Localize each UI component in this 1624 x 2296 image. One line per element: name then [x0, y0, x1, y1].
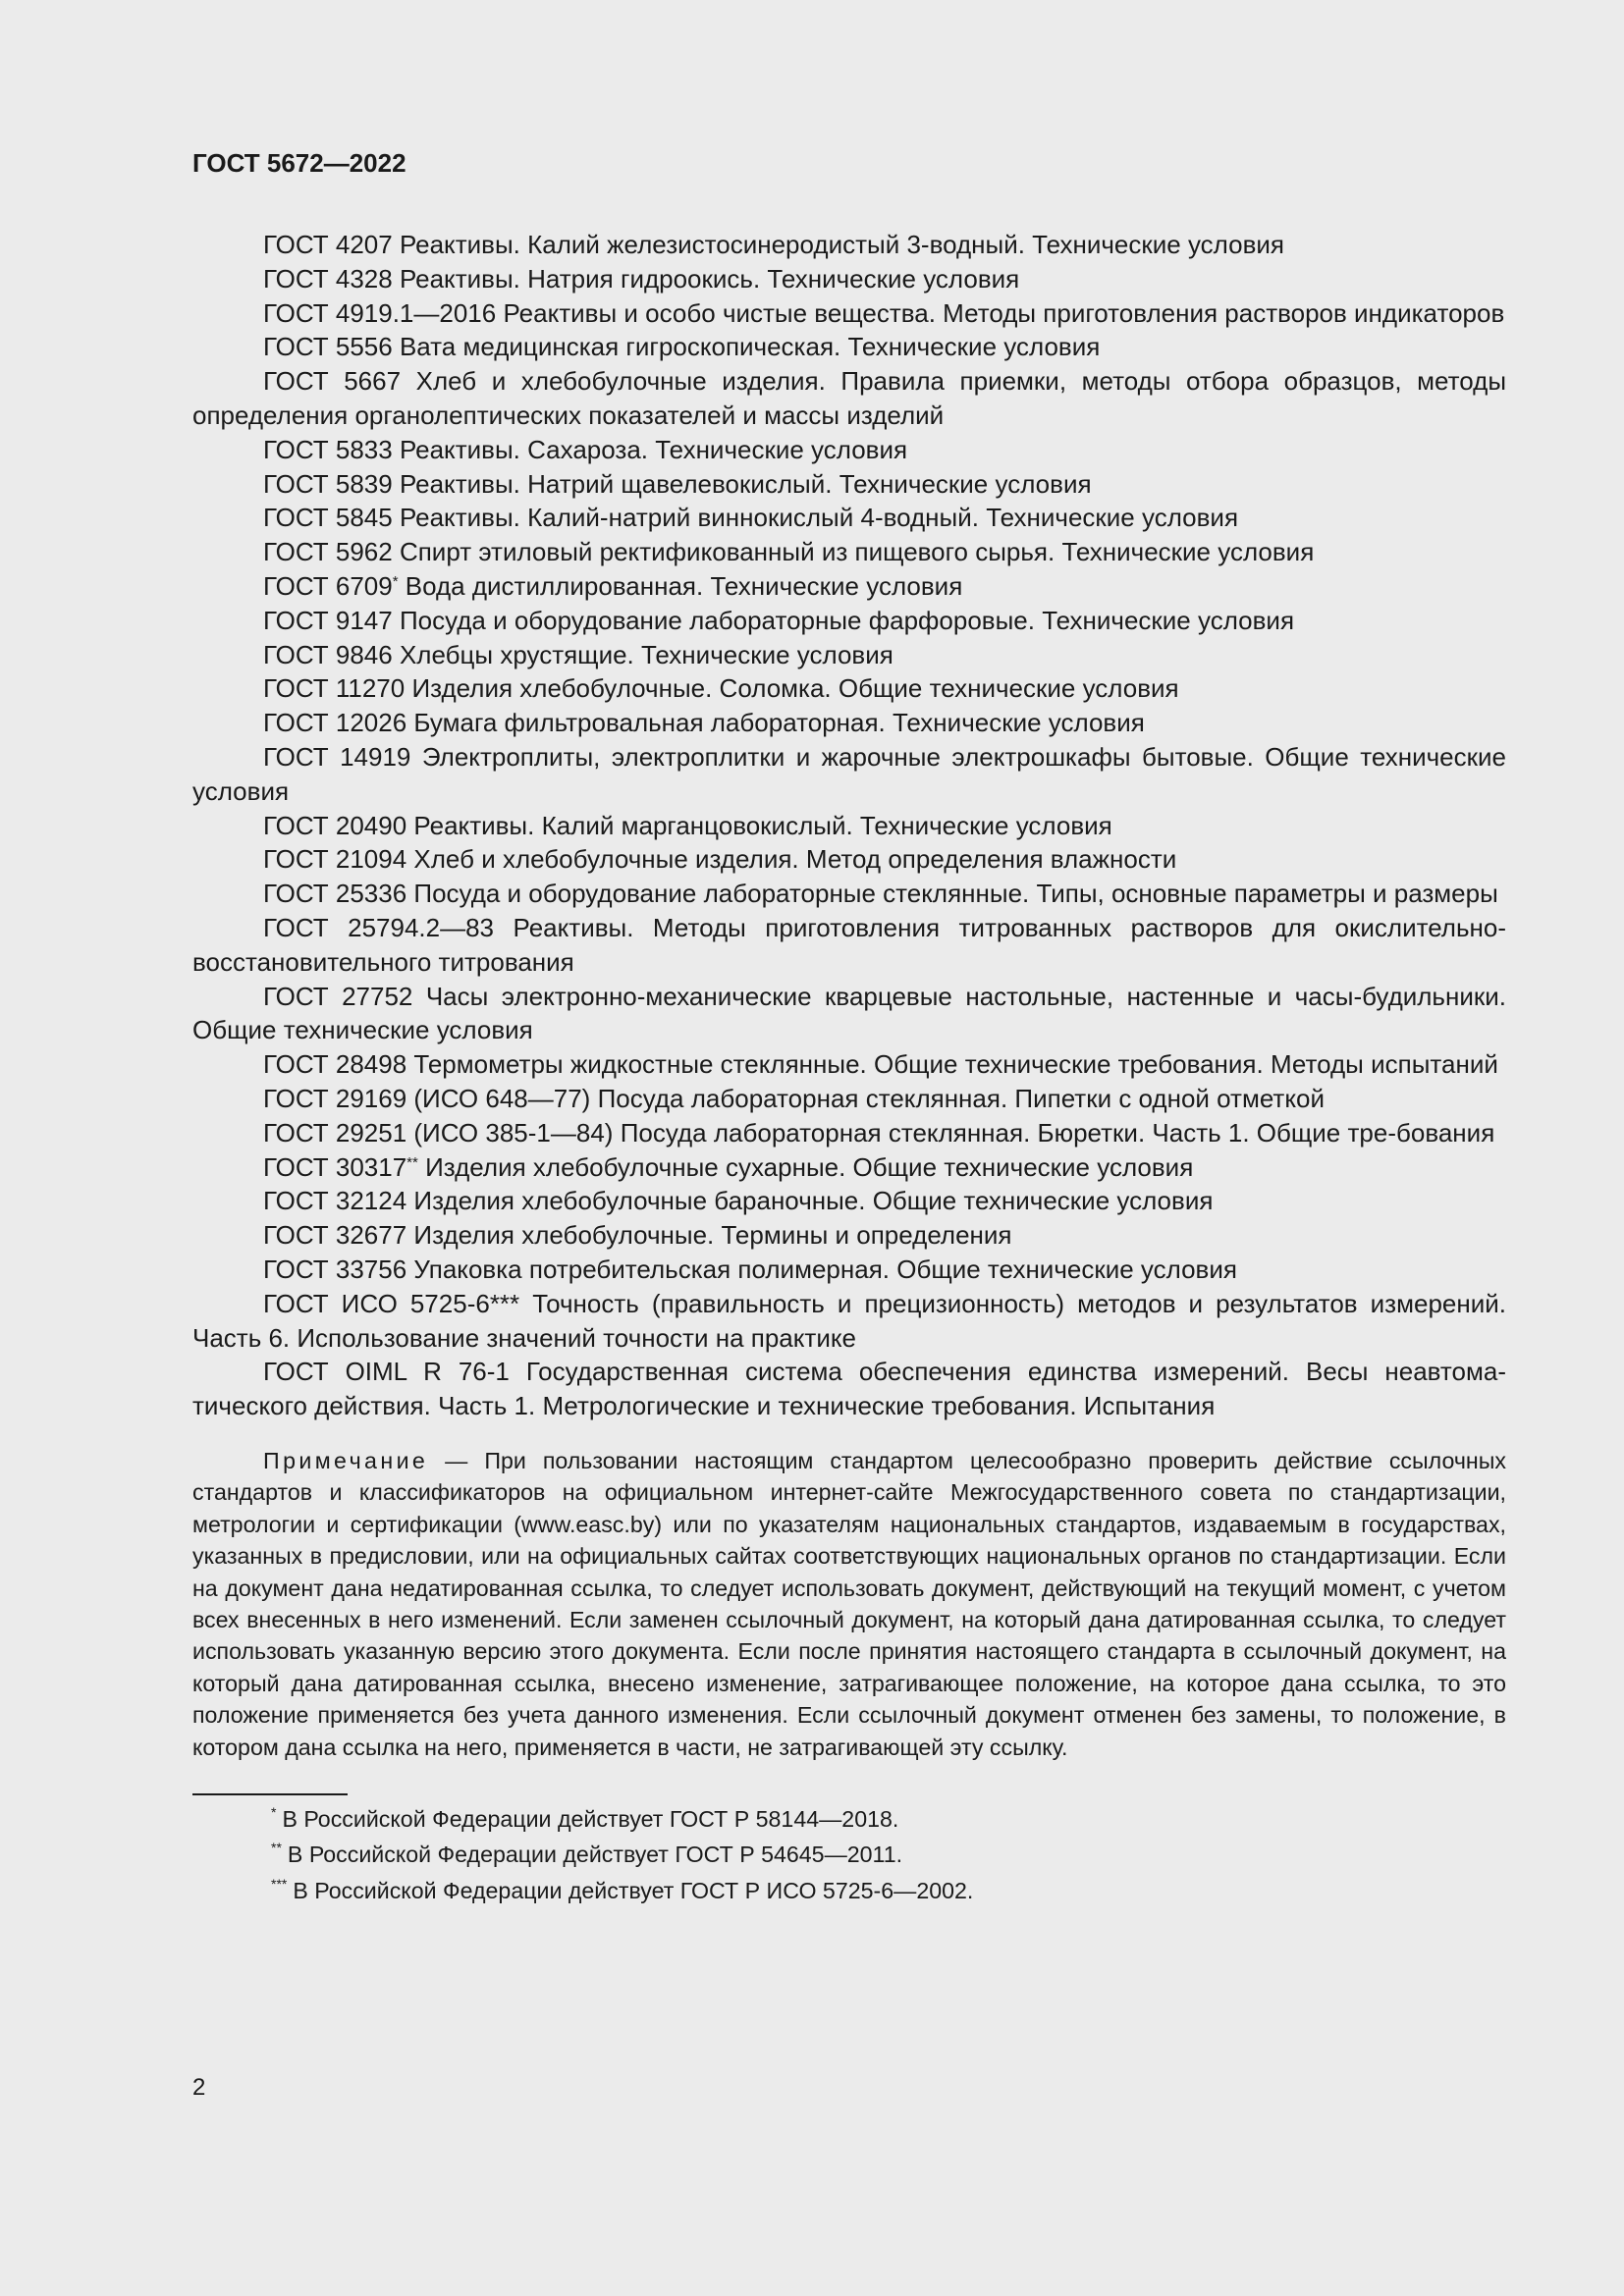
reference-code: ГОСТ 6709: [263, 570, 393, 601]
reference-title: Изделия хлебобулочные бараночные. Общие технические условия: [413, 1186, 1214, 1216]
reference-item: [192, 467, 1506, 502]
reference-code: ГОСТ OIML R 76-1: [263, 1357, 510, 1387]
reference-item: [192, 1218, 1506, 1253]
reference-title: Посуда и оборудование лабораторные стеклянные. Типы, основные параметры и размеры: [413, 879, 1498, 909]
footnotes: [192, 1801, 1506, 1908]
reference-code: ГОСТ 32677: [263, 1220, 407, 1251]
reference-code: ГОСТ 14919: [263, 741, 411, 772]
footnote-mark: ***: [271, 1875, 288, 1892]
reference-item: [192, 501, 1506, 535]
reference-item: [192, 330, 1506, 364]
normative-references: [192, 228, 1506, 1423]
reference-title: Реактивы. Калий железистосинеродистый 3-водный. Технические условия: [399, 230, 1284, 259]
reference-item: [192, 1116, 1506, 1150]
reference-title: Хлеб и хлебобулочные изделия. Правила приемки, методы отбора образцов, методы определения органолептических показателей и массы изделий: [192, 366, 1507, 430]
reference-code: ГОСТ 4328: [263, 263, 393, 294]
reference-code: ГОСТ 33756: [263, 1254, 407, 1284]
reference-title: Посуда и оборудование лабораторные фарфоровые. Технические условия: [399, 605, 1295, 635]
footnote-mark: *: [271, 1803, 277, 1820]
reference-title: Вата медицинская гигроскопическая. Технические условия: [399, 332, 1101, 362]
reference-item: [192, 262, 1506, 296]
footnote-marker: *: [392, 572, 399, 590]
reference-item: [192, 1184, 1506, 1218]
reference-title: Изделия хлебобулочные сухарные. Общие технические условия: [425, 1151, 1194, 1182]
note-dash: —: [428, 1447, 485, 1473]
reference-title: Реактивы и особо чистые вещества. Методы приготовления растворов индикаторов: [503, 297, 1505, 328]
footnote-text: В Российской Федерации действует ГОСТ Р 54645—2011.: [287, 1842, 903, 1868]
reference-code: ГОСТ 9846: [263, 639, 393, 669]
reference-item: [192, 809, 1506, 843]
reference-item: [192, 671, 1506, 706]
note-text: При пользовании настоящим стандартом целесообразно проверить действие ссылочных стандартов и классификаторов на официальном интернет-сайте Межгосударственного совета по стандартизации, метрологии и сертификации (www.easc.by) или по указателям национальных стандартов, издаваемым в государствах, указанных в предисловии, или на официальных сайтах соответствующих национальных органов по стандартизации. Если на документ дана недатированная ссылка, то следует использовать документ, действующий на текущий момент, с учетом всех внесенных в него изменений. Если заменен ссылочный документ, на который дана датированная ссылка, то следует использовать указанную версию этого документа. Если после принятия настоящего стандарта в ссылочный документ, на который дана датированная ссылка, внесено изменение, затрагивающее положение, на которое дана ссылка, то это положение применяется без учета данного изменения. Если ссылочный документ отменен без замены, то положение, в котором дана ссылка на него, применяется в части, не затрагивающей эту ссылку.: [192, 1447, 1506, 1760]
reference-item: [192, 604, 1506, 638]
reference-item: [192, 706, 1506, 740]
reference-title: Точность (правильность и прецизионность) методов и результатов измерений. Часть 6. Использование значений точности на практике: [192, 1288, 1506, 1353]
reference-item: [192, 740, 1506, 809]
document-header: ГОСТ 5672—2022: [192, 148, 406, 178]
reference-title: Электроплиты, электроплитки и жарочные электрошкафы бытовые. Общие технические условия: [192, 741, 1506, 806]
reference-item: [192, 364, 1506, 433]
reference-code: ГОСТ 4207: [263, 230, 393, 259]
footnote-item: [192, 1801, 1506, 1837]
reference-title: Изделия хлебобулочные. Соломка. Общие технические условия: [411, 673, 1179, 704]
reference-code: ГОСТ 4919.1—2016: [263, 297, 497, 328]
reference-title: Часы электронно-механические кварцевые настольные, настенные и часы-будильники. Общие технические условия: [192, 981, 1506, 1045]
footnote-marker: **: [406, 1153, 418, 1171]
reference-code: ГОСТ 5667: [263, 366, 402, 397]
footnote-item: [192, 1837, 1506, 1872]
reference-code: ГОСТ 20490: [263, 810, 407, 840]
reference-title: Хлеб и хлебобулочные изделия. Метод определения влажности: [413, 844, 1177, 875]
reference-item: [192, 1082, 1506, 1116]
reference-item: [192, 228, 1506, 262]
reference-item: [192, 1287, 1506, 1356]
reference-code: ГОСТ 28498: [263, 1049, 407, 1080]
reference-title: Реактивы. Сахароза. Технические условия: [399, 434, 908, 464]
footnote-text: В Российской Федерации действует ГОСТ Р ИСО 5725-6—2002.: [293, 1877, 974, 1903]
reference-title: Упаковка потребительская полимерная. Общие технические условия: [413, 1254, 1237, 1284]
reference-item: [192, 980, 1506, 1048]
reference-title: Хлебцы хрустящие. Технические условия: [399, 639, 893, 669]
reference-code: ГОСТ 5839: [263, 468, 393, 499]
reference-code: ГОСТ 9147: [263, 605, 393, 635]
reference-title: Изделия хлебобулочные. Термины и определения: [413, 1220, 1012, 1251]
document-page: [192, 145, 1506, 1908]
reference-code: ГОСТ 12026: [263, 708, 407, 738]
reference-code: ГОСТ 29251 (ИСО 385-1—84): [263, 1117, 614, 1148]
reference-title: Посуда лабораторная стеклянная. Бюретки. Часть 1. Общие тре-бования: [620, 1117, 1495, 1148]
reference-title: Посуда лабораторная стеклянная. Пипетки с одной отметкой: [597, 1083, 1325, 1113]
reference-code: ГОСТ 30317: [263, 1151, 407, 1182]
reference-title: Вода дистиллированная. Технические условия: [405, 570, 963, 601]
note-label: Примечание: [263, 1447, 429, 1473]
reference-code: ГОСТ 5556: [263, 332, 393, 362]
reference-code: ГОСТ 29169 (ИСО 648—77): [263, 1083, 591, 1113]
reference-title: Спирт этиловый ректификованный из пищевого сырья. Технические условия: [399, 537, 1315, 567]
footnote-divider: [192, 1793, 348, 1795]
reference-code: ГОСТ ИСО 5725-6: [263, 1288, 490, 1318]
reference-title: Реактивы. Калий марганцовокислый. Технические условия: [413, 810, 1112, 840]
reference-code: ГОСТ 32124: [263, 1186, 407, 1216]
reference-item: [192, 911, 1506, 980]
reference-item: [192, 1047, 1506, 1082]
reference-code: ГОСТ 25336: [263, 879, 407, 909]
note-paragraph: [192, 1445, 1506, 1763]
reference-title: Реактивы. Натрий щавелевокислый. Технические условия: [399, 468, 1092, 499]
reference-item: [192, 1253, 1506, 1287]
reference-code: ГОСТ 11270: [263, 673, 406, 704]
reference-item: [192, 638, 1506, 672]
reference-item: [192, 433, 1506, 467]
footnote-mark: **: [271, 1840, 282, 1856]
reference-title: Реактивы. Калий-натрий виннокислый 4-водный. Технические условия: [399, 503, 1239, 533]
reference-code: ГОСТ 5962: [263, 537, 393, 567]
reference-title: Реактивы. Методы приготовления титрованных растворов для окислительно-восстановительного титрования: [192, 912, 1506, 977]
reference-title: Термометры жидкостные стеклянные. Общие технические требования. Методы испытаний: [413, 1049, 1498, 1080]
reference-item: [192, 296, 1506, 331]
reference-item: [192, 569, 1506, 604]
reference-code: ГОСТ 5845: [263, 503, 393, 533]
reference-item: [192, 842, 1506, 877]
footnote-text: В Российской Федерации действует ГОСТ Р 58144—2018.: [282, 1805, 899, 1832]
reference-title: Бумага фильтровальная лабораторная. Технические условия: [413, 708, 1145, 738]
reference-code: ГОСТ 21094: [263, 844, 407, 875]
footnote-item: [192, 1873, 1506, 1908]
reference-code: ГОСТ 5833: [263, 434, 393, 464]
reference-item: [192, 535, 1506, 569]
reference-item: [192, 1150, 1506, 1185]
footnote-marker: ***: [489, 1288, 520, 1318]
reference-item: [192, 1355, 1506, 1423]
reference-item: [192, 877, 1506, 911]
reference-code: ГОСТ 27752: [263, 981, 413, 1011]
page-number: 2: [192, 2074, 206, 2101]
reference-code: ГОСТ 25794.2—83: [263, 912, 495, 942]
reference-title: Государственная система обеспечения единства измерений. Весы неавтома-тического действия. Часть 1. Метрологические и технические требования. Испытания: [192, 1357, 1506, 1421]
reference-title: Реактивы. Натрия гидроокись. Технические условия: [399, 263, 1020, 294]
